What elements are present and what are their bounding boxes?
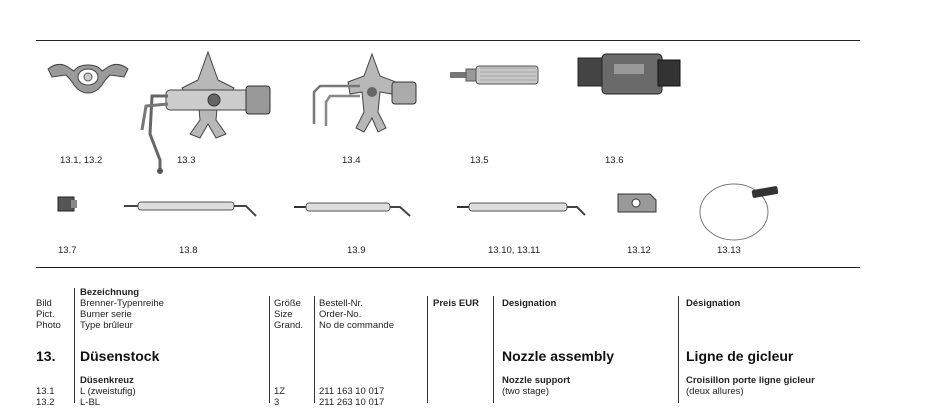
column-header-price: Preis EUR (433, 298, 479, 309)
row-desc-fr: (deux allures) (686, 386, 744, 397)
column-header-designation-fr: Désignation (686, 298, 741, 309)
row-group-de: Düsenkreuz (80, 375, 134, 386)
row-group-en: Nozzle support (502, 375, 571, 386)
column-header-bild: Bild Pict. Photo (36, 298, 61, 331)
ignition-electrode-icon (294, 198, 414, 220)
electrode-clamp-icon (616, 190, 660, 216)
photo-caption: 13.5 (470, 155, 489, 166)
column-header-size: Größe Size Grand. (274, 298, 304, 331)
row-size: 3 (274, 397, 280, 408)
row-order-no: 211 263 10 017 (319, 397, 385, 408)
table-row (0, 386, 951, 397)
photo-caption: 13.1, 13.2 (60, 155, 103, 166)
top-rule (36, 40, 860, 41)
nozzle-line-bracket-icon (300, 52, 430, 142)
photo-caption: 13.8 (179, 245, 198, 256)
heater-cartridge-icon (450, 64, 545, 88)
row-pict: 13.2 (36, 397, 55, 408)
section-title-en: Nozzle assembly (502, 348, 615, 364)
sensor-cable-icon (696, 180, 786, 242)
row-group-fr: Croisillon porte ligne gicleur (686, 375, 815, 386)
row-desc-en: (two stage) (502, 386, 549, 397)
row-desc-de: L-BL (80, 397, 101, 408)
photo-caption: 13.9 (347, 245, 366, 256)
section-title-de: Düsenstock (80, 348, 160, 364)
ignition-electrode-icon (457, 198, 589, 220)
row-order-no: 211 163 10 017 (319, 386, 385, 397)
section-title-fr: Ligne de gicleur (686, 348, 794, 364)
middle-rule (36, 267, 860, 268)
section-number: 13. (36, 348, 56, 364)
photo-caption: 13.6 (605, 155, 624, 166)
ignition-electrode-icon (124, 196, 259, 220)
nozzle-ring-icon (44, 55, 134, 95)
photo-caption: 13.10, 13.11 (488, 245, 541, 256)
photo-caption: 13.3 (177, 155, 196, 166)
row-desc-de: L (zweistufig) (80, 386, 136, 397)
row-size: 1Z (274, 386, 286, 397)
column-header-order-no: Bestell-Nr. Order-No. No de commande (319, 298, 394, 331)
photo-caption: 13.4 (342, 155, 361, 166)
column-header-bezeichnung: Bezeichnung Brenner-Typenreihe Burner serie Type brûleur (80, 287, 164, 331)
photo-caption: 13.13 (717, 245, 741, 256)
nozzle-valve-block-icon (574, 50, 686, 98)
photo-caption: 13.7 (58, 245, 77, 256)
column-header-designation-en: Designation (502, 298, 557, 309)
nozzle-line-assembly-icon (138, 50, 273, 175)
row-pict: 13.1 (36, 386, 55, 397)
photo-caption: 13.12 (627, 245, 651, 256)
small-nozzle-icon (55, 194, 79, 214)
